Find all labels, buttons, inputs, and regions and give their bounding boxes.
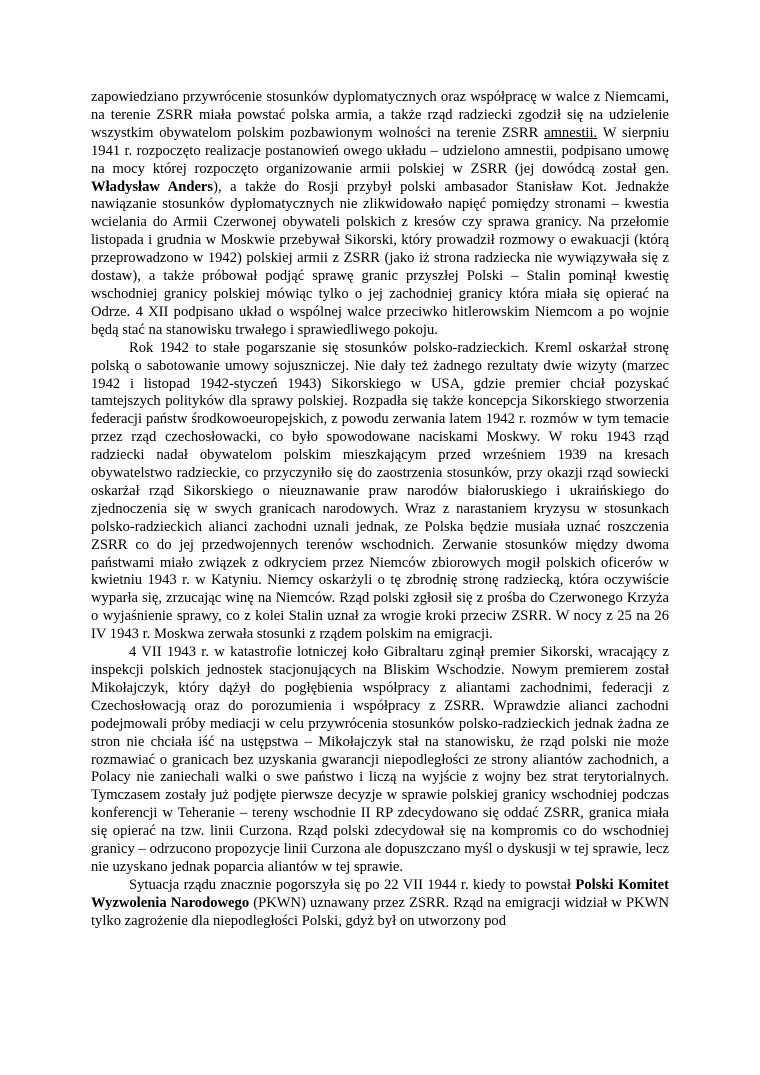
paragraph-1 [91,89,669,340]
paragraph-1-text-b: W sierpniu 1941 r. rozpoczęto realizacje postanowień owego układu – udzielono amnestii, podpisano umowę na mocy której rozpoczęto organizowanie armii polskiej w ZSRR (jej dowódcą został gen. [91,124,670,177]
document-body [91,89,669,931]
paragraph-2: Rok 1942 to stałe pogarszanie się stosunków polsko-radzieckich. Kreml oskarżał stronę polską o sabotowanie umowy sojuszniczej. Nie dały też żadnego rezultaty dwie wizyty (marzec 1942 i listopad 1942-styczeń 1943) Sikorskiego w USA, gdzie premier chciał pozyskać tamtejszych polityków dla sprawy polskiej. Rozpadła się także koncepcja Sikorskiego stworzenia federacji państw środkowoeuropejskich, z powodu zerwania latem 1942 r. rozmów w tym temacie przez rząd czechosłowacki, co było spowodowane naciskami Moskwy. W roku 1943 rząd radziecki nadał obywatelom polskim mieszkającym przed wrześniem 1939 na kresach obywatelstwo radzieckie, co przyczyniło się do zaostrzenia stosunków, przy okazji rząd sowiecki oskarżał rząd Sikorskiego o nieuznawanie praw narodów białoruskiego i ukraińskiego do zjednoczenia się w swych granicach narodowych. Wraz z narastaniem kryzysu w stosunkach polsko-radzieckich alianci zachodni uznali jednak, ze Polska będzie musiała uznać roszczenia ZSRR co do jej przedwojennych terenów wschodnich. Zerwanie stosunków między dwoma państwami miało związek z odkryciem przez Niemców zbiorowych mogił polskich oficerów w kwietniu 1943 r. w Katyniu. Niemcy oskarżyli o tę zbrodnię stronę radziecką, która oczywiście wyparła się, zrzucając winę na Niemców. Rząd polski zgłosił się z prośba do Czerwonego Krzyża o wyjaśnienie sprawy, co z kolei Stalin uznał za wrogie kroki przeciw ZSRR. W nocy z 25 na 26 IV 1943 r. Moskwa zerwała stosunki z rządem polskim na emigracji. [91,339,669,643]
paragraph-1-text-c: ), a także do Rosji przybył polski ambasador Stanisław Kot. Jednakże nawiązanie stosunków dyplomatycznych nie zlikwidowało napięć pomiędzy stronami – kwestia wcielania do Armii Czerwonej obywateli polskich z kresów czy sprawa granicy. Na przełomie listopada i grudnia w Moskwie przebywał Sikorski, który prowadził rozmowy o ewakuacji (którą przeprowadzono w 1942) polskiej armii z ZSRR (jako iż strona radziecka nie wywiązywała się z dostaw), a także próbował podjąć sprawę granic przyszłej Polski – Stalin pominął kwestię wschodniej granicy polskiej mówiąc tylko o jej zachodniej granicy która miała się opierać na Odrze. 4 XII podpisano układ o wspólnej walce przeciwko hitlerowskim Niemcom a po wojnie będą stać na stanowisku trwałego i sprawiedliwego pokoju. [91,178,669,338]
paragraph-4-text-a: Sytuacja rządu znacznie pogorszyła się po 22 VII 1944 r. kiedy to powstał [129,876,576,893]
paragraph-4-text-b: (PKWN) uznawany przez ZSRR. Rząd na emigracji widział w PKWN tylko zagrożenie dla niepodległości Polski, gdyż był on utworzony pod [91,894,669,929]
pkwn-name: Polski Komitet Wyzwolenia Narodowego [91,876,669,911]
anders-name: Władysław Anders [91,178,214,195]
amnesty-link[interactable]: amnestii. [544,124,598,141]
paragraph-3: 4 VII 1943 r. w katastrofie lotniczej koło Gibraltaru zginął premier Sikorski, wracający z inspekcji polskich jednostek stacjonujących na Bliskim Wschodzie. Nowym premierem został Mikołajczyk, który dążył do pogłębienia współpracy z aliantami zachodnimi, federacji z Czechosłowacją oraz do porozumienia i współpracy z ZSRR. Wprawdzie alianci zachodni podejmowali próby mediacji w celu przywrócenia stosunków polsko-radzieckich jednak żadna ze stron nie chciała iść na ustępstwa – Mikołajczyk stał na stanowisku, że rząd polski nie może rozmawiać o granicach bez uzyskania gwarancji niepodległości ze strony aliantów zachodnich, a Polacy nie zaniechali walki o swe państwo i liczą na wyjście z wojny bez strat terytorialnych. Tymczasem zostały już podjęte pierwsze decyzje w sprawie polskiej granicy wschodniej podczas konferencji w Teheranie – tereny wschodnie II RP zdecydowano się oddać ZSRR, granica miała się opierać na tzw. linii Curzona. Rząd polski zdecydował się na kompromis co do wschodniej granicy – odrzucono propozycje linii Curzona ale dopuszczano myśl o dyskusji w tej sprawie, lecz nie uzyskano jednak poparcia aliantów w tej sprawie. [91,644,669,875]
paragraph-1-text-a: zapowiedziano przywrócenie stosunków dyplomatycznych oraz współpracę w walce z Niemcami, na terenie ZSRR miała powstać polska armia, a także rząd radziecki zgodził się na udzielenie wszystkim obywatelom polskim pozbawionym wolności na terenie ZSRR [91,89,669,141]
paragraph-4 [91,877,669,931]
